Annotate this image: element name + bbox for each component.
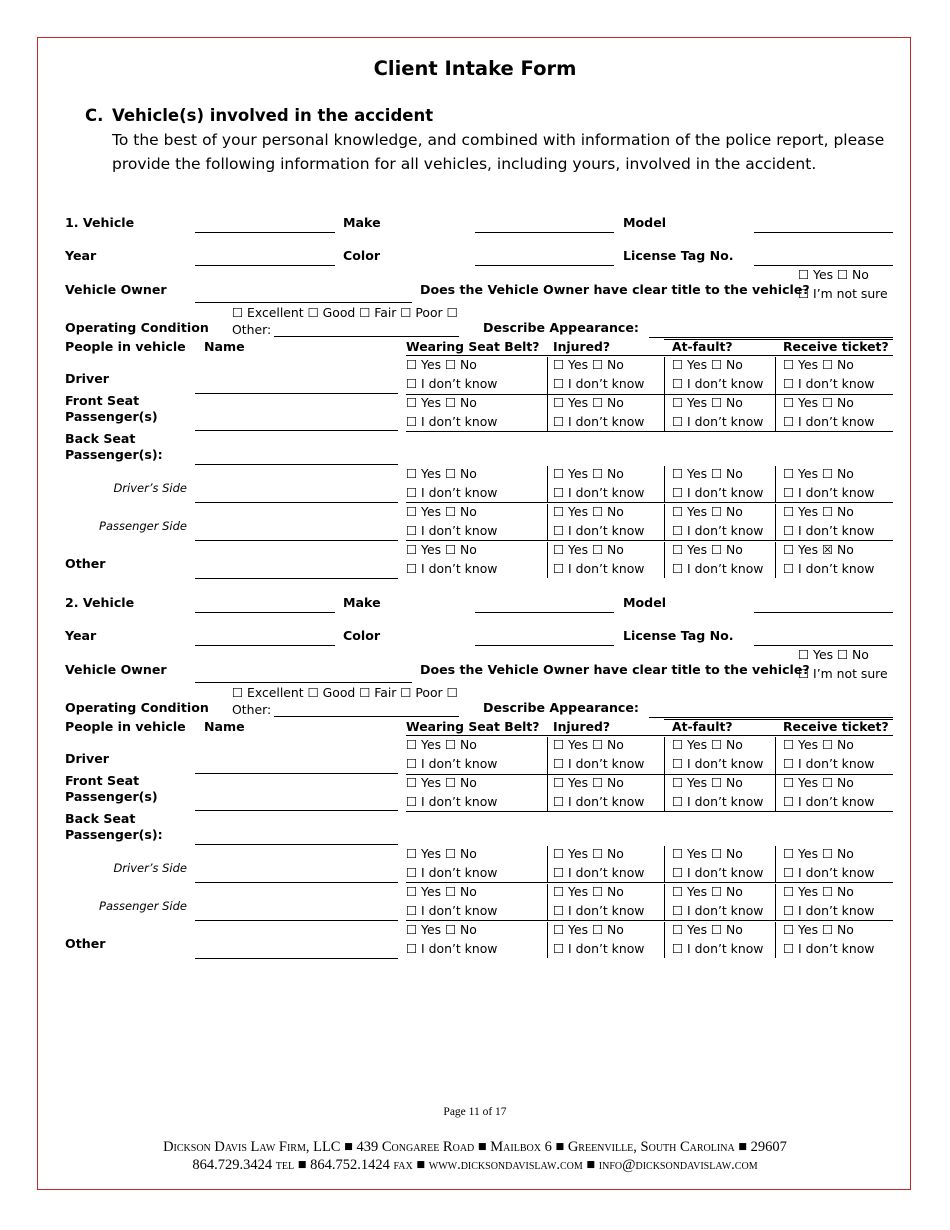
vehicle-2-row-driver-atfault-yes-no-checkbox[interactable]: ☐ Yes ☐ No — [672, 737, 743, 752]
vehicle-2-row-driver-seatbelt-dont-know-checkbox[interactable]: ☐ I don’t know — [406, 756, 498, 771]
vehicle-1-row-other-atfault-yes-no-checkbox[interactable]: ☐ Yes ☐ No — [672, 542, 743, 557]
vehicle-1-row-pas-rule — [406, 540, 893, 541]
vehicle-1-row-drv-atfault-dont-know-checkbox[interactable]: ☐ I don’t know — [672, 485, 764, 500]
vehicle-2-make-label: Make — [343, 595, 381, 610]
vehicle-1-other-label: Other — [65, 556, 106, 571]
vehicle-1-year-field[interactable] — [195, 265, 335, 266]
vehicle-1-row-drv-ticket-dont-know-checkbox[interactable]: ☐ I don’t know — [783, 485, 875, 500]
vehicle-2-color-field[interactable] — [475, 645, 614, 646]
vehicle-1-row-pas-sep-2 — [664, 504, 665, 540]
section-heading: Vehicle(s) involved in the accident — [112, 106, 434, 125]
vehicle-1-row-driver-seatbelt-yes-no-checkbox[interactable]: ☐ Yes ☐ No — [406, 357, 477, 372]
form-title: Client Intake Form — [373, 57, 577, 80]
vehicle-2-owner-label: Vehicle Owner — [65, 662, 167, 677]
footer-address: Dickson Davis Law Firm, LLC ■ 439 Congaree Road ■ Mailbox 6 ■ Greenville, South Carolina ■ 29607 — [163, 1139, 787, 1155]
vehicle-2-row-drv-injured-dont-know-checkbox[interactable]: ☐ I don’t know — [553, 865, 645, 880]
vehicle-1-condition-other-label: Other: — [232, 322, 272, 337]
vehicle-2-row-front-injured-dont-know-checkbox[interactable]: ☐ I don’t know — [553, 794, 645, 809]
vehicle-1-other-name-field[interactable] — [195, 578, 398, 579]
vehicle-2-row-driver-sep-3 — [775, 737, 776, 774]
vehicle-1-front-label-1: Front Seat — [65, 393, 140, 408]
vehicle-1-color-label: Color — [343, 248, 381, 263]
vehicle-1-row-other-injured-yes-no-checkbox[interactable]: ☐ Yes ☐ No — [553, 542, 624, 557]
vehicle-1-row-drv-sep-3 — [775, 466, 776, 502]
vehicle-1-owner-field[interactable] — [195, 302, 412, 303]
vehicle-2-row-other-sep-1 — [547, 922, 548, 958]
vehicle-2-row-driver-sep-1 — [547, 737, 548, 774]
vehicle-1-title-not-sure-checkbox[interactable]: ☐ I’m not sure — [798, 286, 888, 301]
vehicle-2-label: 2. Vehicle — [65, 595, 135, 610]
vehicle-1-front-label-2: Passenger(s) — [65, 409, 158, 424]
vehicle-1-row-pas-seatbelt-yes-no-checkbox[interactable]: ☐ Yes ☐ No — [406, 504, 477, 519]
vehicle-1-row-driver-ticket-dont-know-checkbox[interactable]: ☐ I don’t know — [783, 376, 875, 391]
vehicle-2-row-pas-atfault-yes-no-checkbox[interactable]: ☐ Yes ☐ No — [672, 884, 743, 899]
vehicle-2-row-drv-atfault-dont-know-checkbox[interactable]: ☐ I don’t know — [672, 865, 764, 880]
vehicle-2-front-name-field[interactable] — [195, 810, 398, 811]
vehicle-2-row-other-sep-3 — [775, 922, 776, 958]
vehicle-2-row-pas-atfault-dont-know-checkbox[interactable]: ☐ I don’t know — [672, 903, 764, 918]
vehicle-2-year-label: Year — [65, 628, 97, 643]
vehicle-1-model-label: Model — [623, 215, 667, 230]
vehicle-2-row-driver-ticket-yes-no-checkbox[interactable]: ☐ Yes ☐ No — [783, 737, 854, 752]
vehicle-1-passenger-side-label: Passenger Side — [99, 519, 187, 533]
vehicle-1-row-drv-seatbelt-yes-no-checkbox[interactable]: ☐ Yes ☐ No — [406, 466, 477, 481]
vehicle-2-row-pas-sep-2 — [664, 884, 665, 920]
vehicle-1-row-front-atfault-dont-know-checkbox[interactable]: ☐ I don’t know — [672, 414, 764, 429]
vehicle-2-back-label-1: Back Seat — [65, 811, 136, 826]
vehicle-2-row-front-atfault-yes-no-checkbox[interactable]: ☐ Yes ☐ No — [672, 775, 743, 790]
vehicle-1-owner-label: Vehicle Owner — [65, 282, 167, 297]
vehicle-2-row-front-sep-1 — [547, 775, 548, 811]
vehicle-1-row-front-sep-3 — [775, 395, 776, 431]
vehicle-1-row-drv-sep-1 — [547, 466, 548, 502]
vehicle-2-people-header: People in vehicle — [65, 719, 186, 734]
vehicle-1-driver-label: Driver — [65, 371, 109, 386]
vehicle-2-row-front-sep-3 — [775, 775, 776, 811]
vehicle-1-year-label: Year — [65, 248, 97, 263]
vehicle-2-color-label: Color — [343, 628, 381, 643]
vehicle-2-title-yes-no-checkbox[interactable]: ☐ Yes ☐ No — [798, 647, 869, 662]
vehicle-1-row-pas-injured-yes-no-checkbox[interactable]: ☐ Yes ☐ No — [553, 504, 624, 519]
vehicle-2-row-drv-rule — [406, 882, 893, 883]
section-intro: To the best of your personal knowledge, and combined with information of the police report, please provide the following information for all vehicles, including yours, involved in the accident. — [112, 131, 885, 173]
vehicle-2-row-drv-sep-1 — [547, 846, 548, 882]
vehicle-1-driver-name-field[interactable] — [195, 393, 398, 394]
vehicle-2-row-drv-ticket-yes-no-checkbox[interactable]: ☐ Yes ☐ No — [783, 846, 854, 861]
vehicle-2-row-driver-ticket-dont-know-checkbox[interactable]: ☐ I don’t know — [783, 756, 875, 771]
vehicle-1-row-front-rule — [406, 431, 893, 432]
vehicle-1-model-field[interactable] — [754, 232, 893, 233]
vehicle-2-title-not-sure-checkbox[interactable]: ☐ I’m not sure — [798, 666, 888, 681]
vehicle-2-header-underline — [406, 735, 893, 736]
vehicle-1-row-driver-sep-3 — [775, 357, 776, 394]
vehicle-1-row-pas-ticket-yes-no-checkbox[interactable]: ☐ Yes ☐ No — [783, 504, 854, 519]
vehicle-1-row-drv-atfault-yes-no-checkbox[interactable]: ☐ Yes ☐ No — [672, 466, 743, 481]
vehicle-2-row-pas-injured-yes-no-checkbox[interactable]: ☐ Yes ☐ No — [553, 884, 624, 899]
vehicle-1-row-other-sep-1 — [547, 542, 548, 578]
page-border — [37, 37, 911, 1190]
vehicle-1-ticket-header: Receive ticket? — [783, 339, 889, 354]
vehicle-1-back-label-2: Passenger(s): — [65, 447, 163, 462]
vehicle-1-row-driver-injured-yes-no-checkbox[interactable]: ☐ Yes ☐ No — [553, 357, 624, 372]
vehicle-1-row-front-injured-yes-no-checkbox[interactable]: ☐ Yes ☐ No — [553, 395, 624, 410]
vehicle-2-row-driver-sep-2 — [664, 737, 665, 774]
vehicle-2-title-question: Does the Vehicle Owner have clear title to the vehicle? — [420, 662, 810, 677]
vehicle-2-make-field[interactable] — [475, 612, 614, 613]
vehicle-2-condition-checkboxes[interactable]: ☐ Excellent ☐ Good ☐ Fair ☐ Poor ☐ — [232, 685, 458, 700]
vehicle-1-row-drv-ticket-yes-no-checkbox[interactable]: ☐ Yes ☐ No — [783, 466, 854, 481]
vehicle-1-row-pas-atfault-dont-know-checkbox[interactable]: ☐ I don’t know — [672, 523, 764, 538]
vehicle-2-row-drv-atfault-yes-no-checkbox[interactable]: ☐ Yes ☐ No — [672, 846, 743, 861]
vehicle-2-front-label-2: Passenger(s) — [65, 789, 158, 804]
vehicle-2-row-pas-sep-1 — [547, 884, 548, 920]
vehicle-1-describe-label: Describe Appearance: — [483, 320, 639, 335]
vehicle-1-row-driver-ticket-yes-no-checkbox[interactable]: ☐ Yes ☐ No — [783, 357, 854, 372]
vehicle-2-row-front-atfault-dont-know-checkbox[interactable]: ☐ I don’t know — [672, 794, 764, 809]
vehicle-2-back-name-field[interactable] — [195, 844, 398, 845]
vehicle-2-row-drv-ticket-dont-know-checkbox[interactable]: ☐ I don’t know — [783, 865, 875, 880]
vehicle-1-back-name-field[interactable] — [195, 464, 398, 465]
vehicle-1-row-driver-atfault-yes-no-checkbox[interactable]: ☐ Yes ☐ No — [672, 357, 743, 372]
vehicle-2-row-other-injured-dont-know-checkbox[interactable]: ☐ I don’t know — [553, 941, 645, 956]
vehicle-1-vehicle-field[interactable] — [195, 232, 335, 233]
vehicle-2-row-front-ticket-dont-know-checkbox[interactable]: ☐ I don’t know — [783, 794, 875, 809]
vehicle-2-row-front-seatbelt-dont-know-checkbox[interactable]: ☐ I don’t know — [406, 794, 498, 809]
vehicle-2-driver-name-field[interactable] — [195, 773, 398, 774]
vehicle-2-row-front-injured-yes-no-checkbox[interactable]: ☐ Yes ☐ No — [553, 775, 624, 790]
vehicle-2-model-label: Model — [623, 595, 667, 610]
vehicle-1-color-field[interactable] — [475, 265, 614, 266]
vehicle-2-condition-other-field[interactable] — [274, 716, 459, 717]
vehicle-1-row-drv-injured-yes-no-checkbox[interactable]: ☐ Yes ☐ No — [553, 466, 624, 481]
vehicle-2-row-pas-sep-3 — [775, 884, 776, 920]
vehicle-1-row-front-sep-2 — [664, 395, 665, 431]
vehicle-2-year-field[interactable] — [195, 645, 335, 646]
vehicle-1-seatbelt-header: Wearing Seat Belt? — [406, 339, 540, 354]
vehicle-2-row-front-sep-2 — [664, 775, 665, 811]
vehicle-2-operating-label: Operating Condition — [65, 700, 209, 715]
vehicle-1-row-pas-seatbelt-dont-know-checkbox[interactable]: ☐ I don’t know — [406, 523, 498, 538]
vehicle-2-row-other-ticket-yes-no-checkbox[interactable]: ☐ Yes ☐ No — [783, 922, 854, 937]
vehicle-2-row-driver-injured-yes-no-checkbox[interactable]: ☐ Yes ☐ No — [553, 737, 624, 752]
vehicle-2-atfault-header: At-fault? — [672, 719, 733, 734]
vehicle-1-make-label: Make — [343, 215, 381, 230]
vehicle-1-operating-label: Operating Condition — [65, 320, 209, 335]
vehicle-2-describe-field[interactable] — [649, 717, 893, 718]
vehicle-1-row-front-atfault-yes-no-checkbox[interactable]: ☐ Yes ☐ No — [672, 395, 743, 410]
vehicle-1-injured-header: Injured? — [553, 339, 611, 354]
vehicle-1-row-driver-sep-1 — [547, 357, 548, 394]
vehicle-1-row-other-atfault-dont-know-checkbox[interactable]: ☐ I don’t know — [672, 561, 764, 576]
vehicle-2-driver-label: Driver — [65, 751, 109, 766]
vehicle-1-header-rule — [664, 339, 893, 340]
vehicle-2-row-pas-seatbelt-dont-know-checkbox[interactable]: ☐ I don’t know — [406, 903, 498, 918]
footer-contact: 864.729.3424 tel ■ 864.752.1424 fax ■ www.dicksondavislaw.com ■ info@dicksondavislaw.com — [192, 1157, 758, 1173]
vehicle-2-row-other-sep-2 — [664, 922, 665, 958]
vehicle-1-condition-checkboxes[interactable]: ☐ Excellent ☐ Good ☐ Fair ☐ Poor ☐ — [232, 305, 458, 320]
vehicle-1-row-other-seatbelt-dont-know-checkbox[interactable]: ☐ I don’t know — [406, 561, 498, 576]
vehicle-1-license-field[interactable] — [754, 265, 893, 266]
vehicle-1-row-driver-seatbelt-dont-know-checkbox[interactable]: ☐ I don’t know — [406, 376, 498, 391]
vehicle-1-back-label-1: Back Seat — [65, 431, 136, 446]
vehicle-2-row-other-seatbelt-yes-no-checkbox[interactable]: ☐ Yes ☐ No — [406, 922, 477, 937]
vehicle-2-row-driver-atfault-dont-know-checkbox[interactable]: ☐ I don’t know — [672, 756, 764, 771]
vehicle-2-other-name-field[interactable] — [195, 958, 398, 959]
vehicle-1-row-other-sep-3 — [775, 542, 776, 578]
vehicle-1-header-underline — [406, 355, 893, 356]
vehicle-1-row-driver-sep-2 — [664, 357, 665, 394]
vehicle-2-row-drv-seatbelt-dont-know-checkbox[interactable]: ☐ I don’t know — [406, 865, 498, 880]
vehicle-1-row-front-seatbelt-yes-no-checkbox[interactable]: ☐ Yes ☐ No — [406, 395, 477, 410]
vehicle-1-atfault-header: At-fault? — [672, 339, 733, 354]
vehicle-1-row-front-sep-1 — [547, 395, 548, 431]
vehicle-2-drivers-side-name-field[interactable] — [195, 882, 398, 883]
vehicle-2-condition-other-label: Other: — [232, 702, 272, 717]
vehicle-2-owner-field[interactable] — [195, 682, 412, 683]
vehicle-2-header-rule — [664, 719, 893, 720]
vehicle-1-row-other-ticket-dont-know-checkbox[interactable]: ☐ I don’t know — [783, 561, 875, 576]
vehicle-1-describe-field[interactable] — [649, 337, 893, 338]
vehicle-2-row-pas-seatbelt-yes-no-checkbox[interactable]: ☐ Yes ☐ No — [406, 884, 477, 899]
vehicle-2-row-front-seatbelt-yes-no-checkbox[interactable]: ☐ Yes ☐ No — [406, 775, 477, 790]
vehicle-2-row-drv-seatbelt-yes-no-checkbox[interactable]: ☐ Yes ☐ No — [406, 846, 477, 861]
vehicle-2-passenger-side-name-field[interactable] — [195, 920, 398, 921]
vehicle-2-row-drv-injured-yes-no-checkbox[interactable]: ☐ Yes ☐ No — [553, 846, 624, 861]
page-number: Page 11 of 17 — [443, 1106, 507, 1118]
vehicle-2-vehicle-field[interactable] — [195, 612, 335, 613]
vehicle-1-title-question: Does the Vehicle Owner have clear title to the vehicle? — [420, 282, 810, 297]
vehicle-2-injured-header: Injured? — [553, 719, 611, 734]
vehicle-2-passenger-side-label: Passenger Side — [99, 899, 187, 913]
vehicle-2-row-pas-ticket-yes-no-checkbox[interactable]: ☐ Yes ☐ No — [783, 884, 854, 899]
vehicle-1-row-driver-atfault-dont-know-checkbox[interactable]: ☐ I don’t know — [672, 376, 764, 391]
vehicle-1-drivers-side-name-field[interactable] — [195, 502, 398, 503]
vehicle-2-row-drv-sep-2 — [664, 846, 665, 882]
vehicle-2-model-field[interactable] — [754, 612, 893, 613]
vehicle-2-row-other-ticket-dont-know-checkbox[interactable]: ☐ I don’t know — [783, 941, 875, 956]
vehicle-2-row-front-rule — [406, 811, 893, 812]
vehicle-1-condition-other-field[interactable] — [274, 336, 459, 337]
vehicle-1-row-drv-injured-dont-know-checkbox[interactable]: ☐ I don’t know — [553, 485, 645, 500]
vehicle-2-row-driver-injured-dont-know-checkbox[interactable]: ☐ I don’t know — [553, 756, 645, 771]
vehicle-1-row-drv-rule — [406, 502, 893, 503]
vehicle-1-row-pas-injured-dont-know-checkbox[interactable]: ☐ I don’t know — [553, 523, 645, 538]
vehicle-2-drivers-side-label: Driver’s Side — [113, 861, 187, 875]
vehicle-2-license-field[interactable] — [754, 645, 893, 646]
vehicle-2-row-pas-injured-dont-know-checkbox[interactable]: ☐ I don’t know — [553, 903, 645, 918]
vehicle-1-row-front-injured-dont-know-checkbox[interactable]: ☐ I don’t know — [553, 414, 645, 429]
vehicle-2-row-other-atfault-dont-know-checkbox[interactable]: ☐ I don’t know — [672, 941, 764, 956]
vehicle-1-row-other-sep-2 — [664, 542, 665, 578]
vehicle-1-label: 1. Vehicle — [65, 215, 135, 230]
vehicle-2-row-other-atfault-yes-no-checkbox[interactable]: ☐ Yes ☐ No — [672, 922, 743, 937]
vehicle-2-ticket-header: Receive ticket? — [783, 719, 889, 734]
vehicle-2-row-other-injured-yes-no-checkbox[interactable]: ☐ Yes ☐ No — [553, 922, 624, 937]
vehicle-2-row-front-ticket-yes-no-checkbox[interactable]: ☐ Yes ☐ No — [783, 775, 854, 790]
vehicle-1-row-drv-seatbelt-dont-know-checkbox[interactable]: ☐ I don’t know — [406, 485, 498, 500]
vehicle-2-back-label-2: Passenger(s): — [65, 827, 163, 842]
vehicle-1-title-yes-no-checkbox[interactable]: ☐ Yes ☐ No — [798, 267, 869, 282]
vehicle-2-front-label-1: Front Seat — [65, 773, 140, 788]
vehicle-1-people-header: People in vehicle — [65, 339, 186, 354]
vehicle-2-row-other-seatbelt-dont-know-checkbox[interactable]: ☐ I don’t know — [406, 941, 498, 956]
vehicle-1-row-pas-sep-1 — [547, 504, 548, 540]
vehicle-2-row-pas-ticket-dont-know-checkbox[interactable]: ☐ I don’t know — [783, 903, 875, 918]
vehicle-1-license-label: License Tag No. — [623, 248, 734, 263]
vehicle-1-row-driver-injured-dont-know-checkbox[interactable]: ☐ I don’t know — [553, 376, 645, 391]
section-marker: C. — [85, 106, 104, 125]
vehicle-1-row-drv-sep-2 — [664, 466, 665, 502]
vehicle-2-row-driver-seatbelt-yes-no-checkbox[interactable]: ☐ Yes ☐ No — [406, 737, 477, 752]
vehicle-1-row-front-seatbelt-dont-know-checkbox[interactable]: ☐ I don’t know — [406, 414, 498, 429]
vehicle-1-name-header: Name — [204, 339, 245, 354]
vehicle-2-name-header: Name — [204, 719, 245, 734]
vehicle-2-other-label: Other — [65, 936, 106, 951]
vehicle-1-row-pas-atfault-yes-no-checkbox[interactable]: ☐ Yes ☐ No — [672, 504, 743, 519]
vehicle-1-row-front-ticket-dont-know-checkbox[interactable]: ☐ I don’t know — [783, 414, 875, 429]
vehicle-1-front-name-field[interactable] — [195, 430, 398, 431]
vehicle-1-row-front-ticket-yes-no-checkbox[interactable]: ☐ Yes ☐ No — [783, 395, 854, 410]
vehicle-1-row-pas-sep-3 — [775, 504, 776, 540]
vehicle-1-row-other-ticket-yes-no-checkbox[interactable]: ☐ Yes ☒ No — [783, 542, 854, 557]
vehicle-1-make-field[interactable] — [475, 232, 614, 233]
vehicle-2-row-pas-rule — [406, 920, 893, 921]
vehicle-1-row-other-seatbelt-yes-no-checkbox[interactable]: ☐ Yes ☐ No — [406, 542, 477, 557]
vehicle-2-seatbelt-header: Wearing Seat Belt? — [406, 719, 540, 734]
vehicle-2-license-label: License Tag No. — [623, 628, 734, 643]
vehicle-1-passenger-side-name-field[interactable] — [195, 540, 398, 541]
vehicle-1-drivers-side-label: Driver’s Side — [113, 481, 187, 495]
vehicle-2-row-drv-sep-3 — [775, 846, 776, 882]
vehicle-2-describe-label: Describe Appearance: — [483, 700, 639, 715]
vehicle-1-row-pas-ticket-dont-know-checkbox[interactable]: ☐ I don’t know — [783, 523, 875, 538]
vehicle-1-row-other-injured-dont-know-checkbox[interactable]: ☐ I don’t know — [553, 561, 645, 576]
